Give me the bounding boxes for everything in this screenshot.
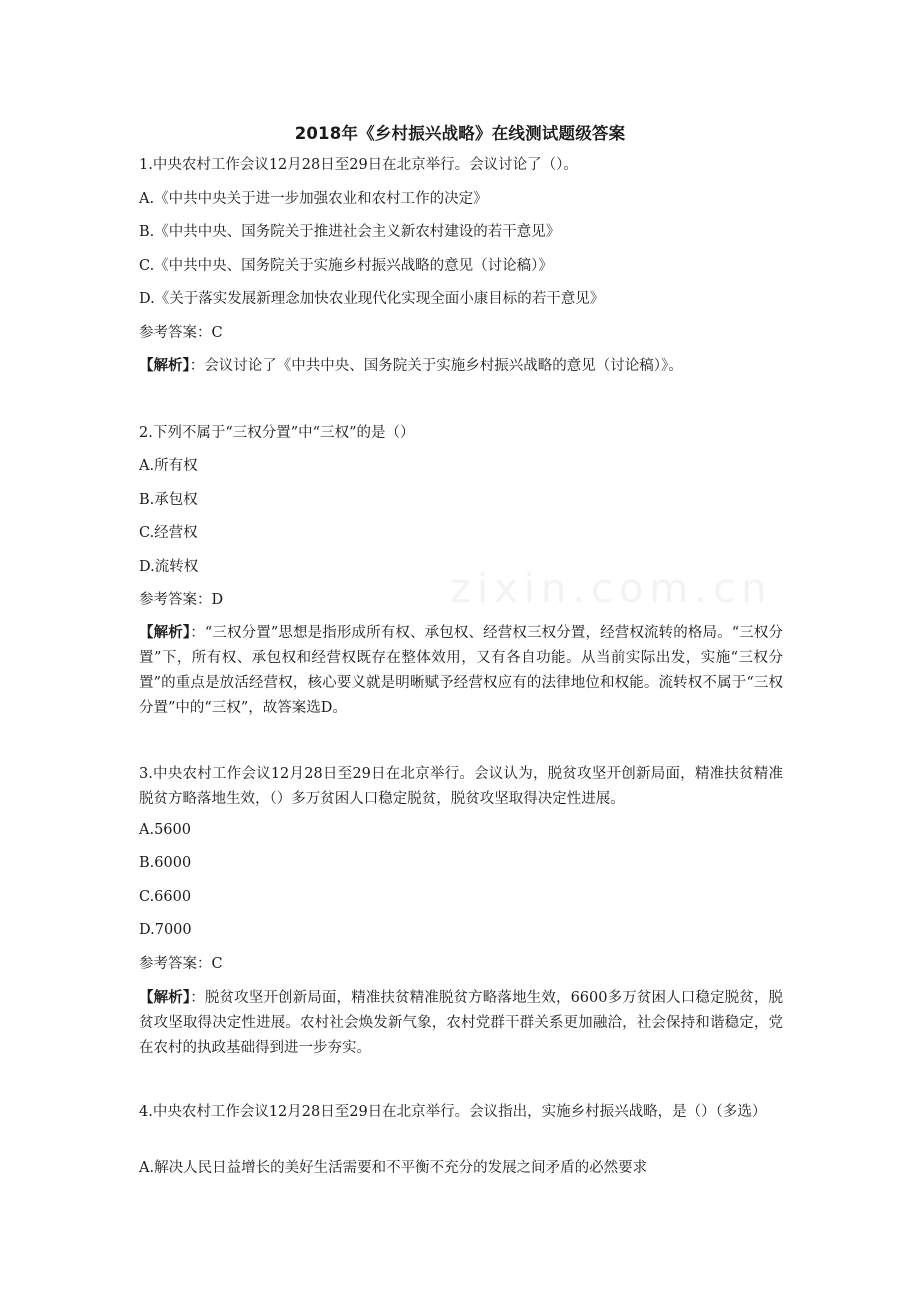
- question-1-option-d: D.《关于落实发展新理念加快农业现代化实现全面小康目标的若干意见》: [139, 291, 605, 307]
- question-4-stem: 4.中央农村工作会议12月28日至29日在北京举行。会议指出，实施乡村振兴战略，是（）（多选）: [139, 1104, 767, 1120]
- question-1-stem: 1.中央农村工作会议12月28日至29日在北京举行。会议讨论了（）。: [139, 157, 578, 173]
- analysis-label: 【解析】: [139, 990, 191, 1006]
- question-1-analysis: [139, 354, 789, 379]
- question-2-analysis: [139, 621, 783, 721]
- question-3-option-c: C.6600: [139, 889, 192, 905]
- question-1-option-b: B.《中共中央、国务院关于推进社会主义新农村建设的若干意见》: [139, 224, 561, 240]
- question-2-option-b: B.承包权: [139, 492, 198, 508]
- analysis-label: 【解析】: [139, 625, 191, 641]
- document-title: 2018年《乡村振兴战略》在线测试题级答案: [294, 124, 626, 143]
- question-1-answer: 参考答案：C: [139, 325, 223, 341]
- question-2-option-d: D.流转权: [139, 559, 199, 575]
- question-3-answer: 参考答案：C: [139, 956, 223, 972]
- analysis-text: ：“三权分置”思想是指形成所有权、承包权、经营权三权分置，经营权流转的格局。“三权分置”下，所有权、承包权和经营权既存在整体效用，又有各自功能。从当前实际出发，实施“三权分置”的重点是放活经营权，核心要义就是明晰赋予经营权应有的法律地位和权能。流转权不属于“三权分置”中的“三权”，故答案选D。: [139, 625, 783, 716]
- question-3-option-a: A.5600: [139, 822, 191, 838]
- question-3-stem: 3.中央农村工作会议12月28日至29日在北京举行。会议认为，脱贫攻坚开创新局面，精准扶贫精准脱贫方略落地生效，（）多万贫困人口稳定脱贫，脱贫攻坚取得决定性进展。: [139, 766, 783, 807]
- question-1-option-c: C.《中共中央、国务院关于实施乡村振兴战略的意见（讨论稿）》: [139, 258, 553, 274]
- question-1-option-a: A.《中共中央关于进一步加强农业和农村工作的决定》: [139, 191, 488, 207]
- question-3-option-b: B.6000: [139, 855, 192, 871]
- analysis-label: 【解析】: [139, 358, 190, 374]
- question-2-answer: 参考答案：D: [139, 592, 224, 608]
- question-2-stem: 2.下列不属于“三权分置”中“三权”的是（）: [139, 425, 415, 441]
- question-2-option-c: C.经营权: [139, 525, 198, 541]
- question-3-analysis: [139, 986, 783, 1061]
- question-4-option-a: A.解决人民日益增长的美好生活需要和不平衡不充分的发展之间矛盾的必然要求: [139, 1160, 648, 1176]
- analysis-text: ：脱贫攻坚开创新局面，精准扶贫精准脱贫方略落地生效，6600多万贫困人口稳定脱贫，脱贫攻坚取得决定性进展。农村社会焕发新气象，农村党群干群关系更加融洽，社会保持和谐稳定，党在农村的执政基础得到进一步夯实。: [139, 990, 783, 1056]
- analysis-text: ：会议讨论了《中共中央、国务院关于实施乡村振兴战略的意见（讨论稿）》。: [189, 358, 683, 374]
- question-3-option-d: D.7000: [139, 922, 192, 938]
- watermark-text: zixin.com.cn: [450, 566, 773, 612]
- question-2-option-a: A.所有权: [139, 458, 198, 474]
